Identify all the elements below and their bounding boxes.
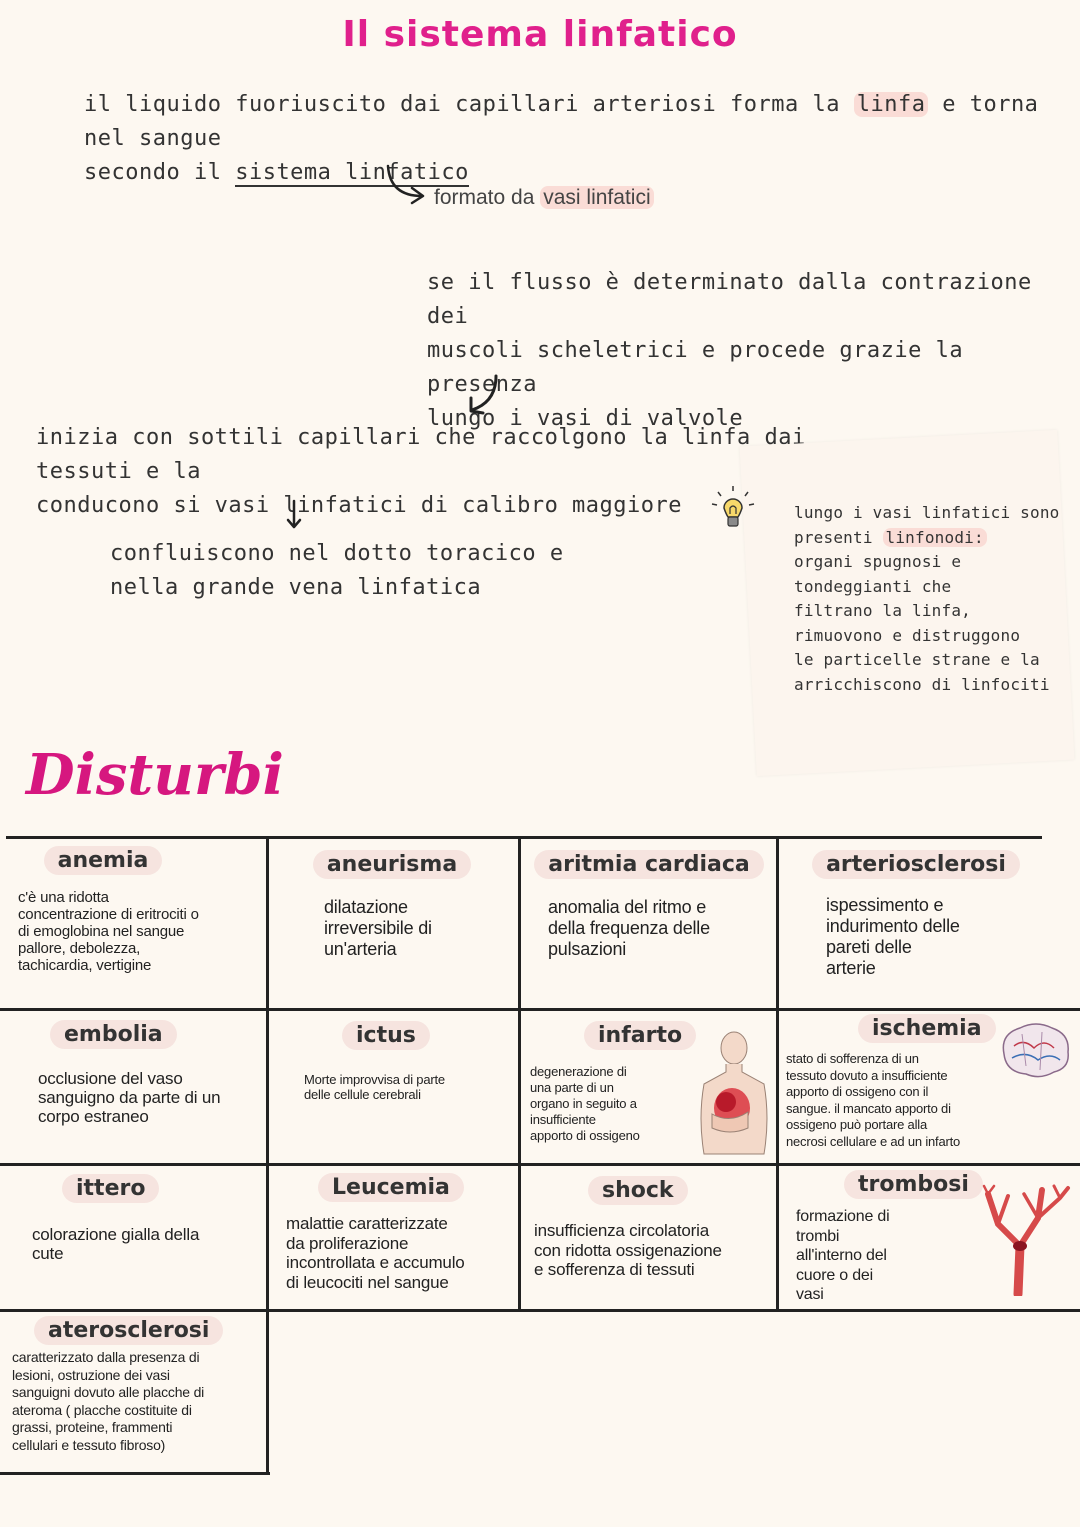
disturbo-name: shock	[588, 1176, 688, 1205]
disturbo-desc: di leucociti nel sangue	[286, 1272, 449, 1292]
disturbo-cell-aneurisma	[272, 850, 512, 960]
disturbo-desc: all'interno del	[796, 1247, 887, 1264]
disturbo-desc: organo in seguito a	[530, 1096, 637, 1111]
disturbo-desc: sanguigni dovuto alle placche di	[12, 1384, 205, 1400]
disturbo-desc: cute	[32, 1244, 64, 1263]
grid-line	[0, 1309, 1080, 1312]
disturbo-desc: una parte di un	[530, 1080, 614, 1095]
disturbo-desc: necrosi cellulare e ad un infarto	[786, 1133, 961, 1149]
disturbo-cell-ischemia	[782, 1014, 1012, 1150]
disturbi-heading: Disturbi	[26, 742, 284, 808]
disturbo-desc: indurimento delle	[826, 916, 960, 936]
disturbo-name: embolia	[50, 1020, 177, 1049]
disturbo-desc: trombi	[796, 1227, 840, 1245]
disturbo-desc: vasi	[796, 1286, 824, 1303]
disturbo-desc: incontrollata e accumulo	[286, 1253, 465, 1272]
disturbo-cell-embolia	[18, 1020, 258, 1126]
disturbo-desc: delle cellule cerebrali	[304, 1087, 421, 1102]
vasi-linfatici-highlight: vasi linfatici	[540, 186, 653, 209]
disturbo-desc: tachicardia, vertigine	[18, 957, 152, 974]
lightbulb-icon	[708, 484, 758, 534]
confluiscono-line: confluiscono nel dotto toracico e	[110, 541, 564, 566]
disturbo-cell-aritmia	[524, 850, 774, 960]
note-line: lungo i vasi linfatici sono	[794, 503, 1060, 522]
disturbo-desc: di emoglobina nel sangue	[18, 923, 185, 940]
inizia-line: conducono si vasi linfatici di calibro maggiore	[36, 493, 683, 518]
disturbo-name: trombosi	[844, 1170, 983, 1199]
disturbo-desc: lesioni, ostruzione dei vasi	[12, 1366, 170, 1383]
note-line: organi spugnosi e	[794, 552, 962, 571]
disturbo-name: ictus	[342, 1021, 430, 1050]
disturbo-desc: cuore o dei	[796, 1266, 873, 1284]
disturbo-cell-shock	[524, 1176, 774, 1280]
disturbo-name: aneurisma	[313, 850, 471, 879]
flusso-block	[427, 266, 1067, 436]
disturbo-desc: pulsazioni	[548, 939, 627, 959]
disturbo-desc: malattie caratterizzate	[286, 1214, 448, 1233]
disturbo-desc: apporto di ossigeno con il	[786, 1084, 929, 1099]
disturbo-name: ittero	[62, 1174, 159, 1203]
down-arrow-icon	[462, 372, 506, 418]
disturbo-desc: ossigeno può portare alla	[786, 1117, 927, 1132]
disturbo-desc: concentrazione di eritrociti o	[18, 906, 199, 923]
disturbo-desc: pallore, debolezza,	[18, 940, 141, 957]
down-arrow-icon	[284, 498, 304, 532]
disturbo-desc: caratterizzato dalla presenza di	[12, 1349, 200, 1365]
grid-line	[776, 838, 779, 1311]
formato-text	[434, 186, 654, 210]
linfonodi-highlight: linfonodi:	[883, 528, 987, 547]
disturbo-desc: stato di sofferenza di un	[786, 1051, 919, 1066]
disturbo-desc: grassi, proteine, frammenti	[12, 1419, 173, 1435]
curved-arrow-icon	[382, 162, 432, 206]
disturbo-desc: sangue. il mancato apporto di	[786, 1100, 951, 1116]
disturbo-cell-aterosclerosi	[12, 1316, 264, 1454]
disturbo-name: anemia	[44, 846, 163, 875]
flusso-line: se il flusso è determinato dalla contrazione dei	[427, 270, 1032, 329]
intro-line1-text: il liquido fuoriuscito dai capillari arteriosi forma la	[84, 92, 854, 117]
confluiscono-line: nella grande vena linfatica	[110, 575, 482, 600]
disturbo-desc: occlusione del vaso	[38, 1069, 183, 1088]
disturbo-cell-ictus	[272, 1021, 512, 1102]
disturbo-name: aritmia cardiaca	[534, 850, 763, 879]
blood-vessel-illustration	[980, 1184, 1074, 1296]
brain-illustration	[996, 1020, 1074, 1084]
note-line: filtrano la linfa,	[794, 601, 971, 620]
disturbo-desc: sanguigno da parte di un	[38, 1088, 221, 1107]
disturbo-desc: formazione di	[796, 1208, 890, 1225]
flusso-line: lungo i vasi di valvole	[427, 406, 744, 431]
disturbo-desc: ispessimento e	[826, 895, 944, 915]
disturbo-desc: pareti delle	[826, 937, 912, 957]
disturbo-desc: anomalia del ritmo e	[548, 897, 707, 917]
flusso-line: muscoli scheletrici e procede grazie la presenza	[427, 338, 964, 397]
grid-line	[6, 836, 1042, 839]
disturbo-cell-trombosi	[782, 1170, 982, 1305]
disturbo-cell-anemia	[18, 846, 258, 974]
disturbo-desc: da proliferazione	[286, 1233, 409, 1253]
disturbo-desc: insufficiente	[530, 1112, 596, 1127]
grid-line	[0, 1472, 270, 1475]
disturbo-desc: insufficienza circolatoria	[534, 1221, 709, 1240]
intro-line2-text: secondo il	[84, 160, 236, 185]
disturbo-name: Leucemia	[318, 1173, 464, 1202]
grid-line	[266, 838, 269, 1475]
disturbo-cell-arteriosclerosi	[782, 850, 1050, 979]
disturbo-desc: apporto di ossigeno	[530, 1128, 640, 1143]
intro-text	[84, 88, 1064, 190]
disturbo-desc: dilatazione	[324, 897, 408, 917]
disturbo-desc: Morte improvvisa di parte	[304, 1072, 445, 1087]
disturbo-desc: colorazione gialla della	[32, 1225, 200, 1244]
note-line: arricchiscono di linfociti	[794, 674, 1050, 694]
grid-line	[0, 1163, 1080, 1166]
disturbo-desc: con ridotta ossigenazione	[534, 1240, 722, 1260]
disturbo-cell-leucemia	[272, 1173, 512, 1292]
page-title: Il sistema linfatico	[342, 14, 738, 55]
disturbo-desc: un'arteria	[324, 939, 397, 959]
grid-line	[518, 838, 521, 1311]
formato-label: formato da	[434, 186, 541, 209]
disturbo-name: arteriosclerosi	[812, 850, 1020, 879]
human-heart-illustration	[690, 1028, 772, 1156]
disturbo-name: aterosclerosi	[34, 1316, 223, 1345]
disturbo-desc: cellulari e tessuto fibroso)	[12, 1436, 166, 1453]
intro-line1-end: e torna nel sangue	[84, 92, 1039, 151]
confluiscono-block	[110, 537, 610, 605]
disturbo-desc: ateroma ( placche costituite di	[12, 1401, 192, 1418]
disturbo-desc: arterie	[826, 958, 876, 978]
linfa-highlight: linfa	[854, 92, 929, 117]
note-line: tondeggianti che	[794, 576, 952, 596]
disturbo-cell-ittero	[18, 1174, 258, 1263]
disturbo-desc: e sofferenza di tessuti	[534, 1260, 695, 1279]
disturbo-desc: tessuto dovuto a insufficiente	[786, 1067, 948, 1083]
note-line: rimuovono e distruggono	[794, 625, 1021, 645]
inizia-line: inizia con sottili capillari che raccolgono la linfa dai tessuti e la	[36, 425, 806, 484]
disturbo-desc: corpo estraneo	[38, 1107, 149, 1126]
disturbo-name: infarto	[584, 1021, 696, 1050]
disturbo-desc: degenerazione di	[530, 1064, 627, 1079]
note-text	[794, 501, 1064, 697]
grid-line	[0, 1008, 1080, 1011]
sistema-linfatico-underline: sistema linfatico	[235, 160, 469, 185]
disturbo-name: ischemia	[858, 1014, 996, 1043]
note-line: le particelle strane e la	[794, 650, 1040, 669]
note-line: presenti	[794, 527, 883, 547]
disturbo-desc: irreversibile di	[324, 918, 432, 938]
disturbo-desc: c'è una ridotta	[18, 889, 109, 906]
disturbo-desc: della frequenza delle	[548, 918, 710, 938]
